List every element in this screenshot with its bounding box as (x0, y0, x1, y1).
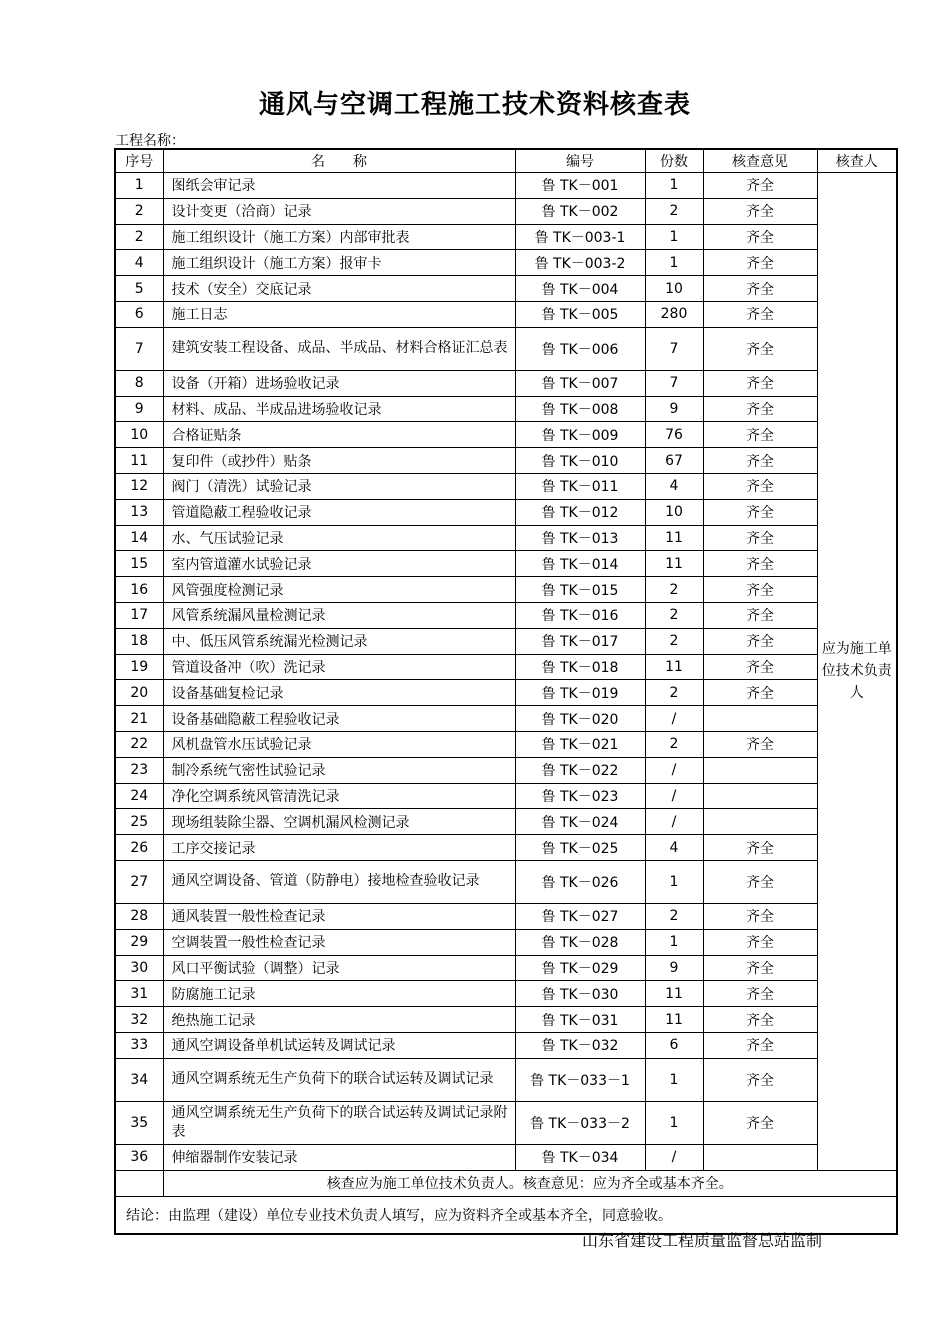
row-name: 设备基础隐蔽工程验收记录 (163, 706, 515, 732)
row-count: / (645, 783, 703, 809)
row-name: 合格证贴条 (163, 422, 515, 448)
row-no: 27 (115, 860, 163, 903)
table-row (115, 706, 897, 732)
row-code: 鲁 TK－003-2 (515, 250, 645, 276)
row-name: 施工日志 (163, 301, 515, 327)
row-count: 7 (645, 370, 703, 396)
row-code: 鲁 TK－017 (515, 628, 645, 654)
row-opinion: 齐全 (703, 499, 817, 525)
table-row (115, 499, 897, 525)
row-name: 设备基础复检记录 (163, 680, 515, 706)
row-name: 中、低压风管系统漏光检测记录 (163, 628, 515, 654)
row-code: 鲁 TK－002 (515, 198, 645, 224)
row-opinion (703, 706, 817, 732)
row-no: 4 (115, 250, 163, 276)
row-no: 17 (115, 602, 163, 628)
row-opinion: 齐全 (703, 301, 817, 327)
table-row (115, 602, 897, 628)
header-name: 名 称 (163, 149, 515, 173)
row-no: 7 (115, 327, 163, 370)
table-row (115, 981, 897, 1007)
table-row (115, 654, 897, 680)
project-name-label: 工程名称： (115, 133, 185, 149)
row-opinion: 齐全 (703, 680, 817, 706)
table-row (115, 1007, 897, 1033)
row-opinion (703, 783, 817, 809)
table-row (115, 276, 897, 302)
row-count: 10 (645, 276, 703, 302)
row-no: 15 (115, 551, 163, 577)
table-header-row (115, 149, 897, 173)
row-code: 鲁 TK－033－1 (515, 1058, 645, 1101)
row-no: 19 (115, 654, 163, 680)
row-code: 鲁 TK－003-1 (515, 224, 645, 250)
row-count: / (645, 809, 703, 835)
row-name: 风机盘管水压试验记录 (163, 731, 515, 757)
row-no: 2 (115, 224, 163, 250)
row-opinion: 齐全 (703, 577, 817, 603)
table-row (115, 525, 897, 551)
row-code: 鲁 TK－032 (515, 1032, 645, 1058)
row-opinion: 齐全 (703, 448, 817, 474)
row-code: 鲁 TK－030 (515, 981, 645, 1007)
row-opinion: 齐全 (703, 173, 817, 199)
row-name: 通风装置一般性检查记录 (163, 903, 515, 929)
row-code: 鲁 TK－013 (515, 525, 645, 551)
row-opinion: 齐全 (703, 198, 817, 224)
row-no: 33 (115, 1032, 163, 1058)
row-no: 26 (115, 835, 163, 861)
table-row (115, 1101, 897, 1144)
table-row (115, 327, 897, 370)
row-name: 技术（安全）交底记录 (163, 276, 515, 302)
row-name: 绝热施工记录 (163, 1007, 515, 1033)
note-blank-cell (115, 1170, 163, 1196)
row-name: 施工组织设计（施工方案）内部审批表 (163, 224, 515, 250)
row-name: 图纸会审记录 (163, 173, 515, 199)
table-row (115, 757, 897, 783)
row-count: / (645, 706, 703, 732)
row-count: 9 (645, 396, 703, 422)
row-code: 鲁 TK－029 (515, 955, 645, 981)
row-count: 1 (645, 1101, 703, 1144)
row-no: 24 (115, 783, 163, 809)
row-no: 35 (115, 1101, 163, 1144)
row-opinion: 齐全 (703, 250, 817, 276)
row-opinion: 齐全 (703, 551, 817, 577)
row-no: 21 (115, 706, 163, 732)
row-code: 鲁 TK－014 (515, 551, 645, 577)
row-opinion: 齐全 (703, 835, 817, 861)
footer-issuer: 山东省建设工程质量监督总站监制 (582, 1231, 823, 1250)
row-count: 1 (645, 224, 703, 250)
row-code: 鲁 TK－009 (515, 422, 645, 448)
row-name: 施工组织设计（施工方案）报审卡 (163, 250, 515, 276)
row-code: 鲁 TK－005 (515, 301, 645, 327)
row-code: 鲁 TK－023 (515, 783, 645, 809)
page-title: 通风与空调工程施工技术资料核查表 (258, 90, 691, 120)
row-opinion: 齐全 (703, 1101, 817, 1144)
conclusion-text: 结论：由监理（建设）单位专业技术负责人填写，应为资料齐全或基本齐全，同意验收。 (115, 1196, 897, 1234)
row-name: 管道设备冲（吹）洗记录 (163, 654, 515, 680)
table-row (115, 955, 897, 981)
row-count: 1 (645, 173, 703, 199)
row-code: 鲁 TK－028 (515, 929, 645, 955)
row-count: 10 (645, 499, 703, 525)
row-code: 鲁 TK－019 (515, 680, 645, 706)
row-no: 2 (115, 198, 163, 224)
row-count: 7 (645, 327, 703, 370)
row-opinion (703, 809, 817, 835)
header-checker: 核查人 (817, 149, 897, 173)
row-no: 8 (115, 370, 163, 396)
table-row (115, 198, 897, 224)
row-opinion: 齐全 (703, 327, 817, 370)
row-opinion: 齐全 (703, 473, 817, 499)
row-code: 鲁 TK－012 (515, 499, 645, 525)
row-no: 1 (115, 173, 163, 199)
row-opinion: 齐全 (703, 602, 817, 628)
row-code: 鲁 TK－021 (515, 731, 645, 757)
row-name: 设备（开箱）进场验收记录 (163, 370, 515, 396)
inspection-table (114, 148, 898, 1235)
table-row (115, 783, 897, 809)
row-no: 11 (115, 448, 163, 474)
row-code: 鲁 TK－015 (515, 577, 645, 603)
row-code: 鲁 TK－020 (515, 706, 645, 732)
row-opinion: 齐全 (703, 929, 817, 955)
row-no: 22 (115, 731, 163, 757)
table-row (115, 448, 897, 474)
row-count: 11 (645, 1007, 703, 1033)
row-opinion (703, 1144, 817, 1170)
header-count: 份数 (645, 149, 703, 173)
row-no: 9 (115, 396, 163, 422)
row-count: 11 (645, 654, 703, 680)
row-count: 2 (645, 602, 703, 628)
row-opinion: 齐全 (703, 981, 817, 1007)
row-code: 鲁 TK－004 (515, 276, 645, 302)
row-no: 28 (115, 903, 163, 929)
header-opinion: 核查意见 (703, 149, 817, 173)
row-name: 复印件（或抄件）贴条 (163, 448, 515, 474)
row-name: 通风空调设备、管道（防静电）接地检查验收记录 (163, 860, 515, 903)
row-name: 制冷系统气密性试验记录 (163, 757, 515, 783)
row-name: 工序交接记录 (163, 835, 515, 861)
row-no: 16 (115, 577, 163, 603)
row-code: 鲁 TK－027 (515, 903, 645, 929)
row-opinion: 齐全 (703, 955, 817, 981)
row-opinion: 齐全 (703, 1007, 817, 1033)
row-code: 鲁 TK－022 (515, 757, 645, 783)
row-count: / (645, 757, 703, 783)
row-name: 伸缩器制作安装记录 (163, 1144, 515, 1170)
row-no: 18 (115, 628, 163, 654)
row-name: 现场组装除尘器、空调机漏风检测记录 (163, 809, 515, 835)
row-code: 鲁 TK－024 (515, 809, 645, 835)
table-row (115, 473, 897, 499)
table-row (115, 422, 897, 448)
row-code: 鲁 TK－011 (515, 473, 645, 499)
row-name: 风管系统漏风量检测记录 (163, 602, 515, 628)
table-row (115, 860, 897, 903)
row-code: 鲁 TK－025 (515, 835, 645, 861)
row-opinion: 齐全 (703, 525, 817, 551)
row-name: 阀门（清洗）试验记录 (163, 473, 515, 499)
row-no: 36 (115, 1144, 163, 1170)
row-count: / (645, 1144, 703, 1170)
table-row (115, 809, 897, 835)
row-code: 鲁 TK－031 (515, 1007, 645, 1033)
row-no: 23 (115, 757, 163, 783)
row-opinion (703, 757, 817, 783)
row-count: 76 (645, 422, 703, 448)
row-name: 通风空调设备单机试运转及调试记录 (163, 1032, 515, 1058)
row-count: 11 (645, 525, 703, 551)
row-code: 鲁 TK－010 (515, 448, 645, 474)
row-count: 2 (645, 903, 703, 929)
table-row (115, 835, 897, 861)
table-row (115, 1144, 897, 1170)
row-count: 1 (645, 1058, 703, 1101)
row-count: 67 (645, 448, 703, 474)
row-opinion: 齐全 (703, 628, 817, 654)
row-name: 室内管道灌水试验记录 (163, 551, 515, 577)
row-count: 2 (645, 577, 703, 603)
row-name: 空调装置一般性检查记录 (163, 929, 515, 955)
row-name: 防腐施工记录 (163, 981, 515, 1007)
table-row (115, 396, 897, 422)
row-name: 管道隐蔽工程验收记录 (163, 499, 515, 525)
row-opinion: 齐全 (703, 731, 817, 757)
row-opinion: 齐全 (703, 1032, 817, 1058)
checker-cell: 应为施工单位技术负责人 (817, 173, 897, 1171)
table-row (115, 1032, 897, 1058)
row-code: 鲁 TK－026 (515, 860, 645, 903)
row-count: 9 (645, 955, 703, 981)
row-no: 10 (115, 422, 163, 448)
row-count: 1 (645, 929, 703, 955)
table-row (115, 929, 897, 955)
row-code: 鲁 TK－033－2 (515, 1101, 645, 1144)
row-code: 鲁 TK－007 (515, 370, 645, 396)
row-name: 净化空调系统风管清洗记录 (163, 783, 515, 809)
row-count: 2 (645, 731, 703, 757)
row-no: 34 (115, 1058, 163, 1101)
table-row (115, 301, 897, 327)
row-code: 鲁 TK－016 (515, 602, 645, 628)
row-name: 水、气压试验记录 (163, 525, 515, 551)
row-no: 29 (115, 929, 163, 955)
row-count: 2 (645, 628, 703, 654)
row-name: 通风空调系统无生产负荷下的联合试运转及调试记录 (163, 1058, 515, 1101)
row-name: 设计变更（洽商）记录 (163, 198, 515, 224)
row-no: 12 (115, 473, 163, 499)
row-name: 风口平衡试验（调整）记录 (163, 955, 515, 981)
row-count: 4 (645, 835, 703, 861)
row-no: 20 (115, 680, 163, 706)
table-row (115, 577, 897, 603)
row-no: 30 (115, 955, 163, 981)
table-row (115, 731, 897, 757)
row-no: 32 (115, 1007, 163, 1033)
row-opinion: 齐全 (703, 654, 817, 680)
table-row (115, 903, 897, 929)
row-opinion: 齐全 (703, 276, 817, 302)
row-opinion: 齐全 (703, 1058, 817, 1101)
row-name: 建筑安装工程设备、成品、半成品、材料合格证汇总表 (163, 327, 515, 370)
row-no: 5 (115, 276, 163, 302)
row-code: 鲁 TK－034 (515, 1144, 645, 1170)
row-name: 风管强度检测记录 (163, 577, 515, 603)
row-no: 13 (115, 499, 163, 525)
row-opinion: 齐全 (703, 224, 817, 250)
table-row (115, 250, 897, 276)
table-row (115, 551, 897, 577)
row-opinion: 齐全 (703, 396, 817, 422)
row-count: 6 (645, 1032, 703, 1058)
row-code: 鲁 TK－001 (515, 173, 645, 199)
header-no: 序号 (115, 149, 163, 173)
row-code: 鲁 TK－006 (515, 327, 645, 370)
row-count: 11 (645, 551, 703, 577)
table-row (115, 224, 897, 250)
note-row (115, 1170, 897, 1196)
table-row (115, 370, 897, 396)
table-row (115, 173, 897, 199)
row-count: 1 (645, 250, 703, 276)
row-count: 4 (645, 473, 703, 499)
row-count: 280 (645, 301, 703, 327)
row-no: 31 (115, 981, 163, 1007)
row-opinion: 齐全 (703, 370, 817, 396)
row-no: 25 (115, 809, 163, 835)
table-row (115, 1058, 897, 1101)
row-opinion: 齐全 (703, 903, 817, 929)
row-opinion: 齐全 (703, 860, 817, 903)
row-count: 1 (645, 860, 703, 903)
row-no: 14 (115, 525, 163, 551)
row-opinion: 齐全 (703, 422, 817, 448)
row-count: 2 (645, 680, 703, 706)
row-code: 鲁 TK－008 (515, 396, 645, 422)
header-code: 编号 (515, 149, 645, 173)
note-text: 核查应为施工单位技术负责人。核查意见：应为齐全或基本齐全。 (163, 1170, 897, 1196)
row-name: 材料、成品、半成品进场验收记录 (163, 396, 515, 422)
row-name: 通风空调系统无生产负荷下的联合试运转及调试记录附表 (163, 1101, 515, 1144)
table-row (115, 628, 897, 654)
table-row (115, 680, 897, 706)
row-count: 11 (645, 981, 703, 1007)
row-no: 6 (115, 301, 163, 327)
row-code: 鲁 TK－018 (515, 654, 645, 680)
row-count: 2 (645, 198, 703, 224)
